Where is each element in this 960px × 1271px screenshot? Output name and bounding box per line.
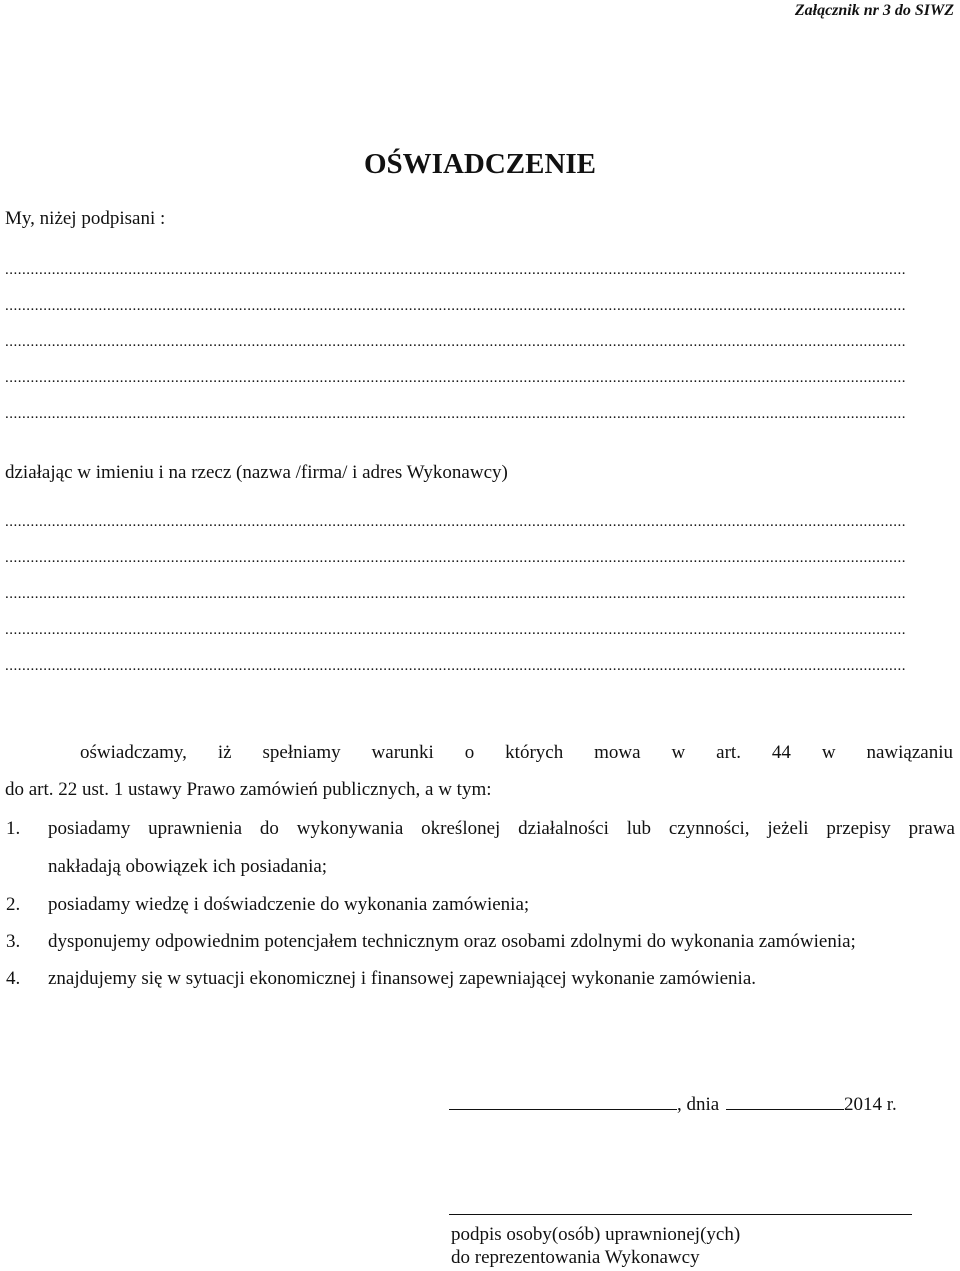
contractor-fill-line[interactable]: .................................................................................................................................................................................................................... — [5, 550, 906, 566]
list-item-number: 1. — [6, 818, 21, 839]
signature-caption: podpis osoby(osób) uprawnionej(ych) — [451, 1224, 741, 1245]
signatories-label: My, niżej podpisani : — [5, 208, 166, 229]
list-item-text: nakładają obowiązek ich posiadania; — [48, 856, 328, 877]
signatories-fill-line[interactable]: .................................................................................................................................................................................................................... — [5, 406, 906, 422]
contractor-fill-line[interactable]: .................................................................................................................................................................................................................... — [5, 658, 906, 674]
date-field[interactable] — [726, 1090, 844, 1110]
signatories-fill-line[interactable]: .................................................................................................................................................................................................................... — [5, 334, 906, 350]
signatories-fill-line[interactable]: .................................................................................................................................................................................................................... — [5, 262, 906, 278]
contractor-fill-line[interactable]: .................................................................................................................................................................................................................... — [5, 514, 906, 530]
year-label: 2014 r. — [843, 1094, 897, 1115]
place-date-line — [449, 1090, 897, 1116]
signature-line[interactable] — [449, 1214, 912, 1215]
signatories-fill-line[interactable]: .................................................................................................................................................................................................................... — [5, 370, 906, 386]
list-item-text: znajdujemy się w sytuacji ekonomicznej i finansowej zapewniającej wykonanie zamówienia. — [48, 968, 757, 989]
contractor-fill-line[interactable]: .................................................................................................................................................................................................................... — [5, 586, 906, 602]
date-separator: , dnia — [677, 1094, 720, 1115]
annex-label: Załącznik nr 3 do SIWZ — [794, 2, 954, 19]
signatories-fill-line[interactable]: .................................................................................................................................................................................................................... — [5, 298, 906, 314]
declaration-intro-line: oświadczamy, iż spełniamy warunki o których mowa w art. 44 w nawiązaniu — [80, 742, 953, 763]
contractor-fill-line[interactable]: .................................................................................................................................................................................................................... — [5, 622, 906, 638]
list-item-text: dysponujemy odpowiednim potencjałem technicznym oraz osobami zdolnymi do wykonania zamówienia; — [48, 931, 856, 952]
list-item-text: posiadamy wiedzę i doświadczenie do wykonania zamówienia; — [48, 894, 530, 915]
list-item-text: posiadamy uprawnienia do wykonywania określonej działalności lub czynności, jeżeli przepisy prawa — [48, 818, 955, 839]
document-title: OŚWIADCZENIE — [363, 148, 597, 180]
list-item-number: 2. — [6, 894, 21, 915]
list-item-number: 3. — [6, 931, 21, 952]
declaration-intro-line: do art. 22 ust. 1 ustawy Prawo zamówień publicznych, a w tym: — [5, 779, 492, 800]
place-field[interactable] — [449, 1090, 677, 1110]
contractor-label: działając w imieniu i na rzecz (nazwa /firma/ i adres Wykonawcy) — [5, 462, 508, 483]
list-item-number: 4. — [6, 968, 21, 989]
signature-caption: do reprezentowania Wykonawcy — [451, 1247, 700, 1268]
